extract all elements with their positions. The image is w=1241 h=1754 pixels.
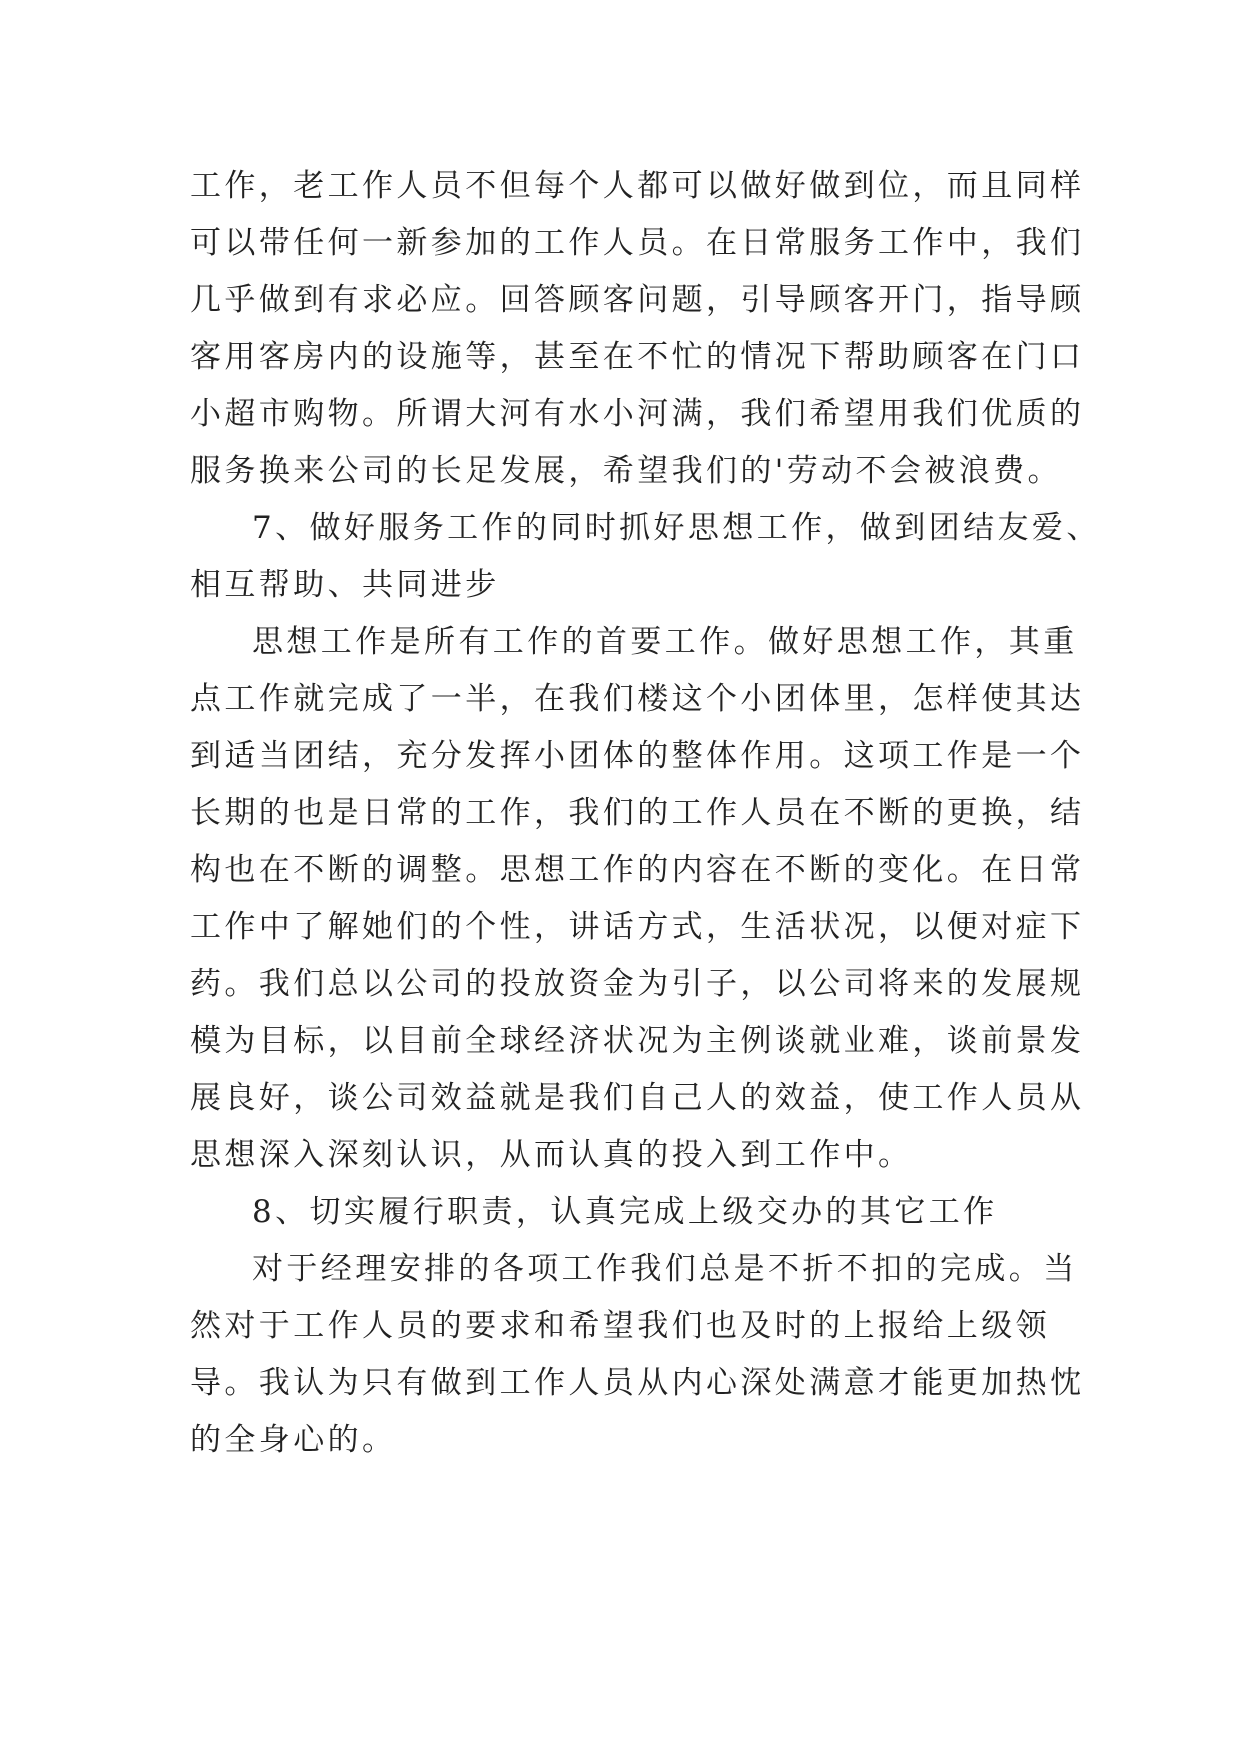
text-line: 的全身心的。 (190, 1422, 397, 1458)
text-line: 服务换来公司的长足发展，希望我们的'劳动不会被浪费。 (190, 453, 1062, 489)
text-line: 小超市购物。所谓大河有水小河满，我们希望用我们优质的 (190, 396, 1085, 432)
text-line: 然对于工作人员的要求和希望我们也及时的上报给上级领 (190, 1308, 1050, 1344)
text-line: 思想深入深刻认识，从而认真的投入到工作中。 (190, 1137, 913, 1173)
text-line: 可以带任何一新参加的工作人员。在日常服务工作中，我们 (190, 225, 1085, 261)
paragraph-start: 思想工作是所有工作的首要工作。做好思想工作，其重 (252, 624, 1078, 660)
text-line: 药。我们总以公司的投放资金为引子，以公司将来的发展规 (190, 966, 1085, 1002)
section-heading-7: 7、做好服务工作的同时抓好思想工作，做到团结友爱、 (252, 510, 1101, 546)
text-line: 点工作就完成了一半，在我们楼这个小团体里，怎样使其达 (190, 681, 1085, 717)
text-line: 模为目标，以目前全球经济状况为主例谈就业难，谈前景发 (190, 1023, 1085, 1059)
paragraph-start: 对于经理安排的各项工作我们总是不折不扣的完成。当 (252, 1251, 1078, 1287)
text-line: 工作中了解她们的个性，讲话方式，生活状况，以便对症下 (190, 909, 1085, 945)
text-line: 客用客房内的设施等，甚至在不忙的情况下帮助顾客在门口 (190, 339, 1085, 375)
text-line: 导。我认为只有做到工作人员从内心深处满意才能更加热忱 (190, 1365, 1085, 1401)
text-line: 长期的也是日常的工作，我们的工作人员在不断的更换，结 (190, 795, 1085, 831)
section-heading-8: 8、切实履行职责，认真完成上级交办的其它工作 (252, 1194, 998, 1230)
text-line: 工作，老工作人员不但每个人都可以做好做到位，而且同样 (190, 168, 1085, 204)
text-line: 展良好，谈公司效益就是我们自己人的效益，使工作人员从 (190, 1080, 1085, 1116)
section-heading-7-continued: 相互帮助、共同进步 (190, 567, 500, 603)
text-line: 几乎做到有求必应。回答顾客问题，引导顾客开门，指导顾 (190, 282, 1085, 318)
text-line: 到适当团结，充分发挥小团体的整体作用。这项工作是一个 (190, 738, 1085, 774)
text-line: 构也在不断的调整。思想工作的内容在不断的变化。在日常 (190, 852, 1085, 888)
document-body (190, 158, 1101, 1469)
